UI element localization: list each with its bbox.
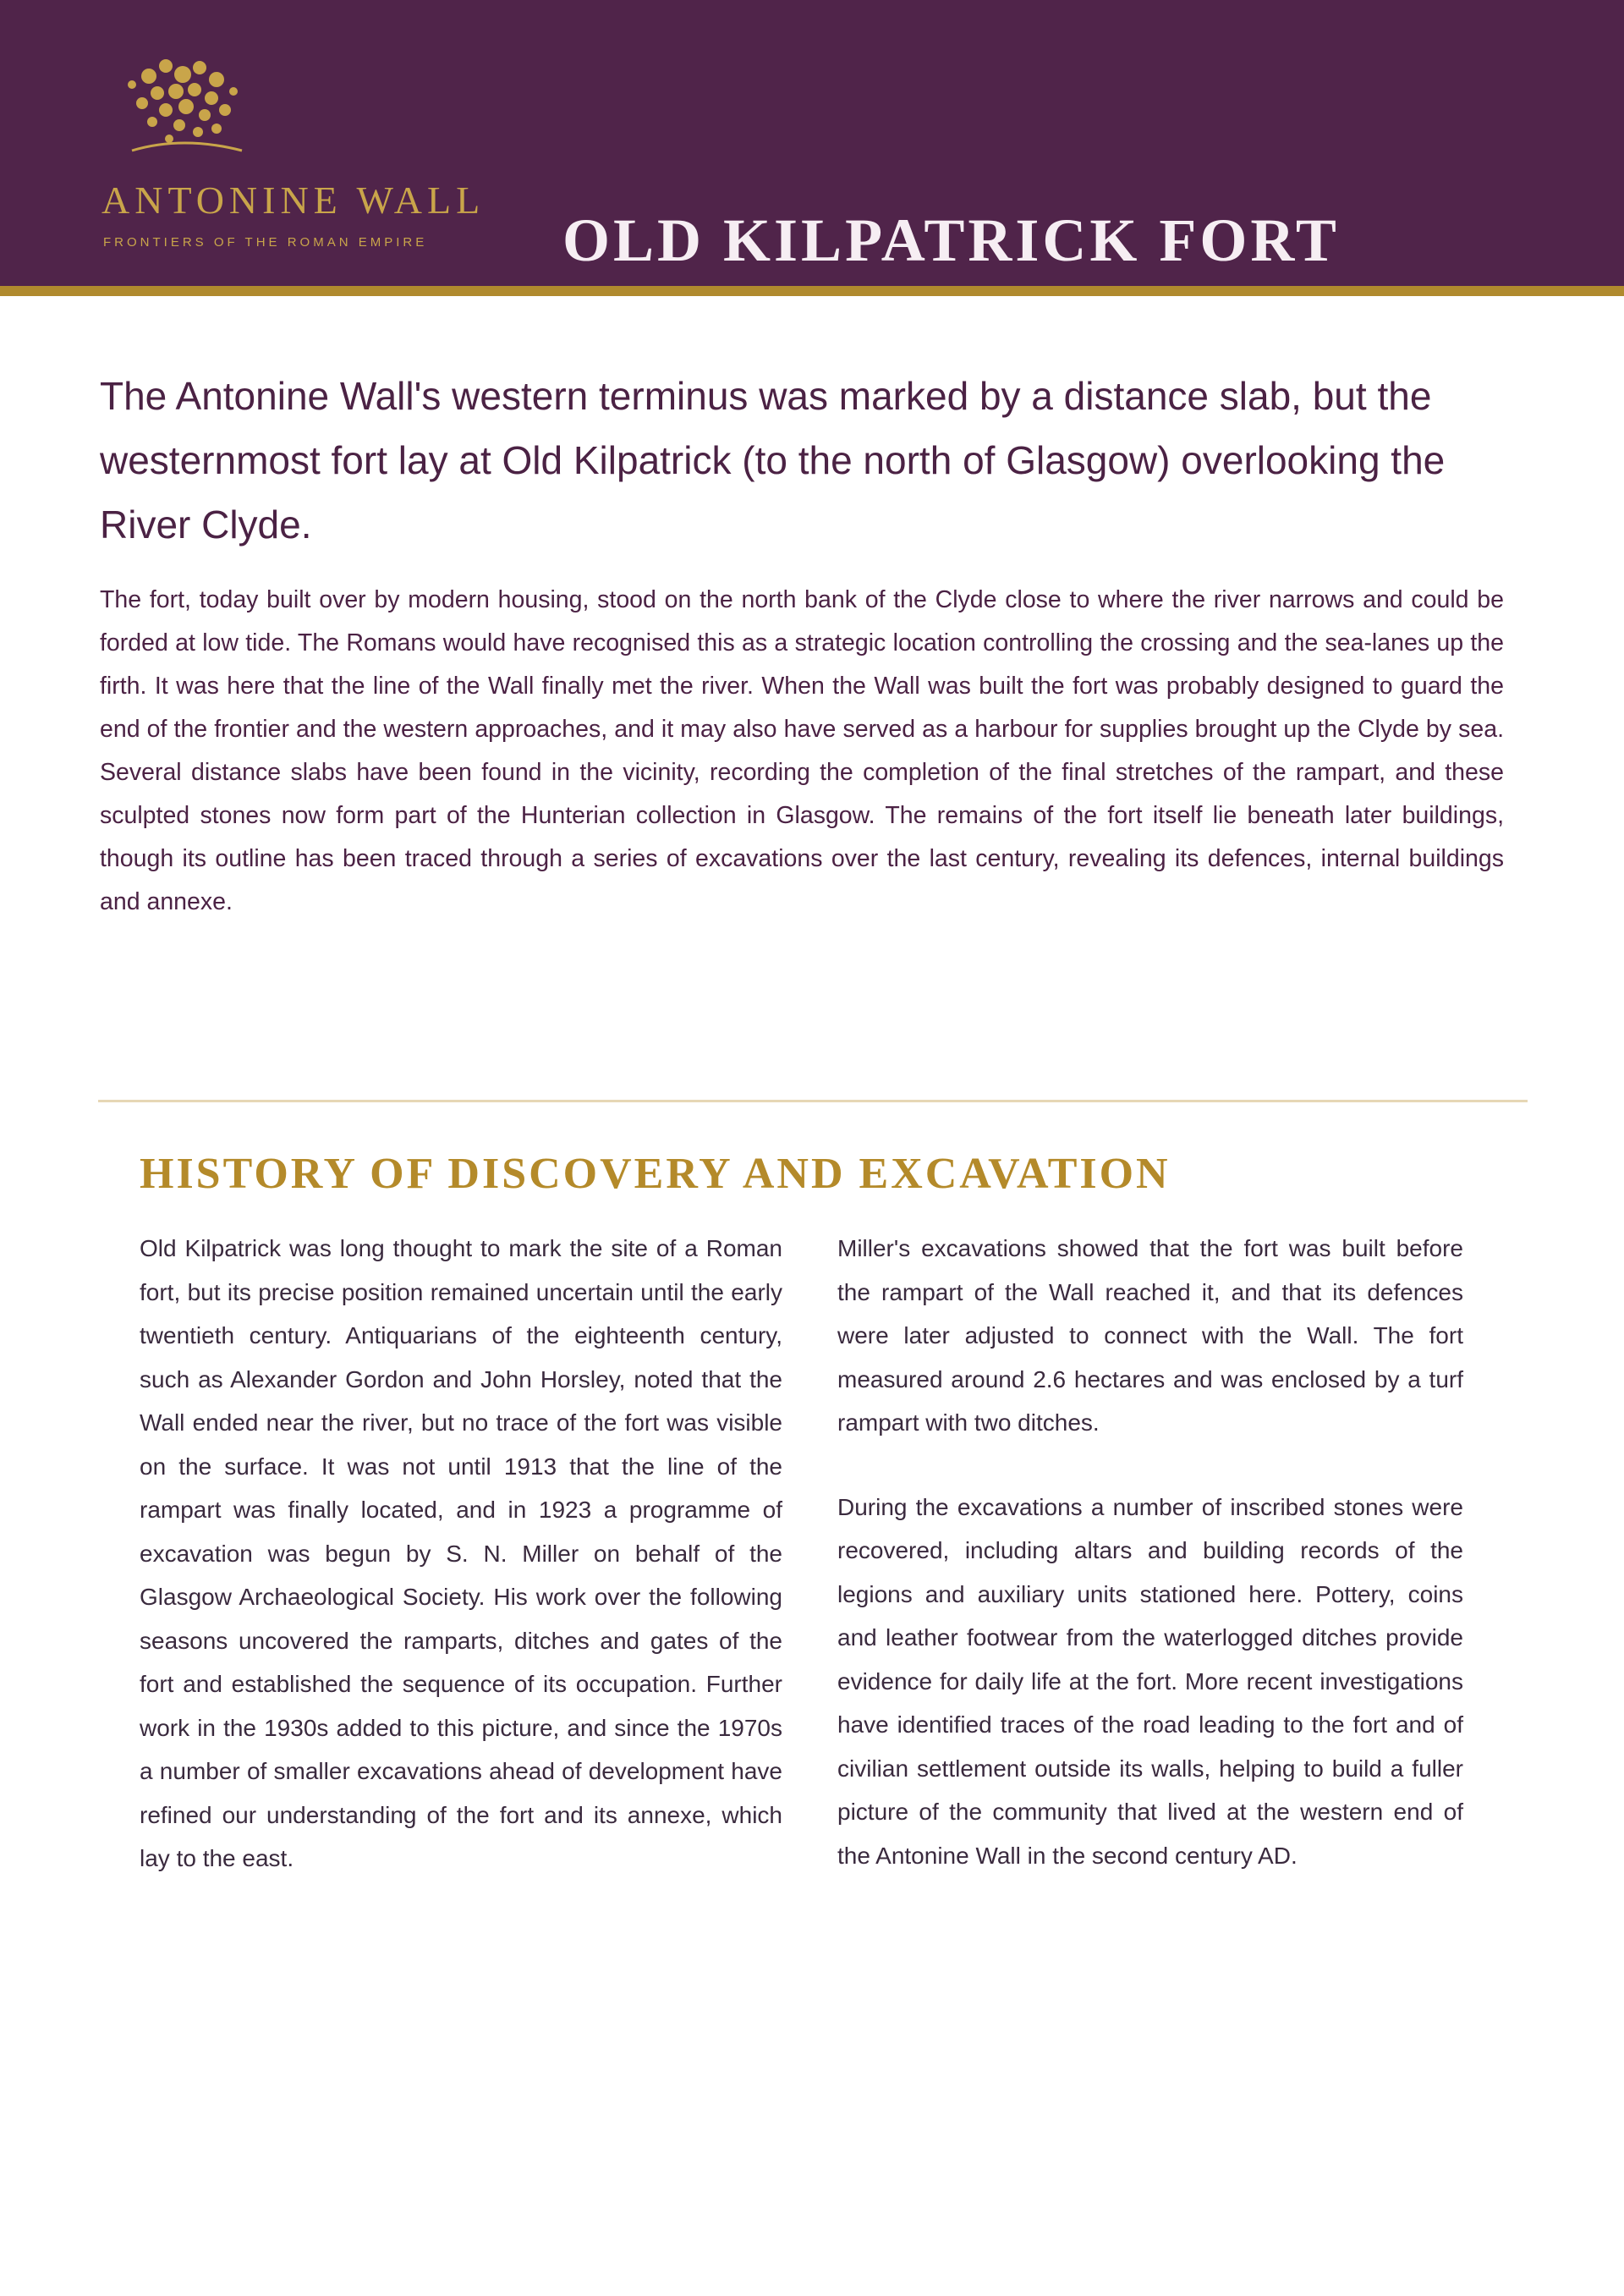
logo-tagline: FRONTIERS OF THE ROMAN EMPIRE [103, 235, 428, 250]
logo-wordmark: ANTONINE WALL [102, 179, 486, 222]
intro-body-paragraph: The fort, today built over by modern housing, stood on the north bank of the Clyde close to where the river narrows and could be forded at low tide. The Romans would have recognised this as a strategic location controlling the crossing and the sea-lanes up the firth. It was here that the line of the Wall finally met the river. When the Wall was built the fort was probably designed to guard the end of the frontier and the western approaches, and it may also have served as a harbour for supplies brought up the Clyde by sea. Several distance slabs have been found in the vicinity, recording the completion of the final stretches of the rampart, and these sculpted stones now form part of the Hunterian collection in Glasgow. The remains of the fort itself lie beneath later buildings, though its outline has been traced through a series of excavations over the last century, revealing its defences, internal buildings and annexe. [100, 586, 1504, 915]
intro-lead-paragraph: The Antonine Wall's western terminus was marked by a distance slab, but the westernmost fort lay at Old Kilpatrick (to the north of Glasgow) overlooking the River Clyde. [100, 374, 1446, 547]
left-paragraph-1: Old Kilpatrick was long thought to mark the site of a Roman fort, but its precise position remained uncertain until the early twentieth century. Antiquarians of the eighteenth century, such as Alexander Gordon and John Horsley, noted that the Wall ended near the river, but no trace of the fort was visible on the surface. It was not until 1913 that the line of the rampart was finally located, and in 1923 a programme of excavation was begun by S. N. Miller on behalf of the Glasgow Archaeological Society. His work over the following seasons uncovered the ramparts, ditches and gates of the fort and established the sequence of its occupation. Further work in the 1930s added to this picture, and since the 1970s a number of smaller excavations ahead of development have refined our understanding of the fort and its annexe, which lay to the east. [140, 1235, 782, 1871]
section-divider [98, 1100, 1528, 1102]
header-band [0, 0, 1624, 296]
right-text-column [837, 1227, 1463, 1918]
section-heading: HISTORY OF DISCOVERY AND EXCAVATION [140, 1150, 1171, 1198]
right-paragraph-2: During the excavations a number of inscribed stones were recovered, including altars and building records of the legions and auxiliary units stationed here. Pottery, coins and leather footwear from the waterlogged ditches provide evidence for daily life at the fort. More recent investigations have identified traces of the road leading to the fort and of civilian settlement outside its walls, helping to build a fuller picture of the community that lived at the western end of the Antonine Wall in the second century AD. [837, 1493, 1463, 1869]
antonine-wall-logo [93, 51, 516, 271]
left-text-column [140, 1227, 782, 1921]
laurel-emblem-icon [98, 51, 267, 169]
page-title: OLD KILPATRICK FORT [562, 206, 1340, 275]
right-paragraph-1: Miller's excavations showed that the fort was built before the rampart of the Wall reached it, and that its defences were later adjusted to connect with the Wall. The fort measured around 2.6 hectares and was enclosed by a turf rampart with two ditches. [837, 1235, 1463, 1436]
